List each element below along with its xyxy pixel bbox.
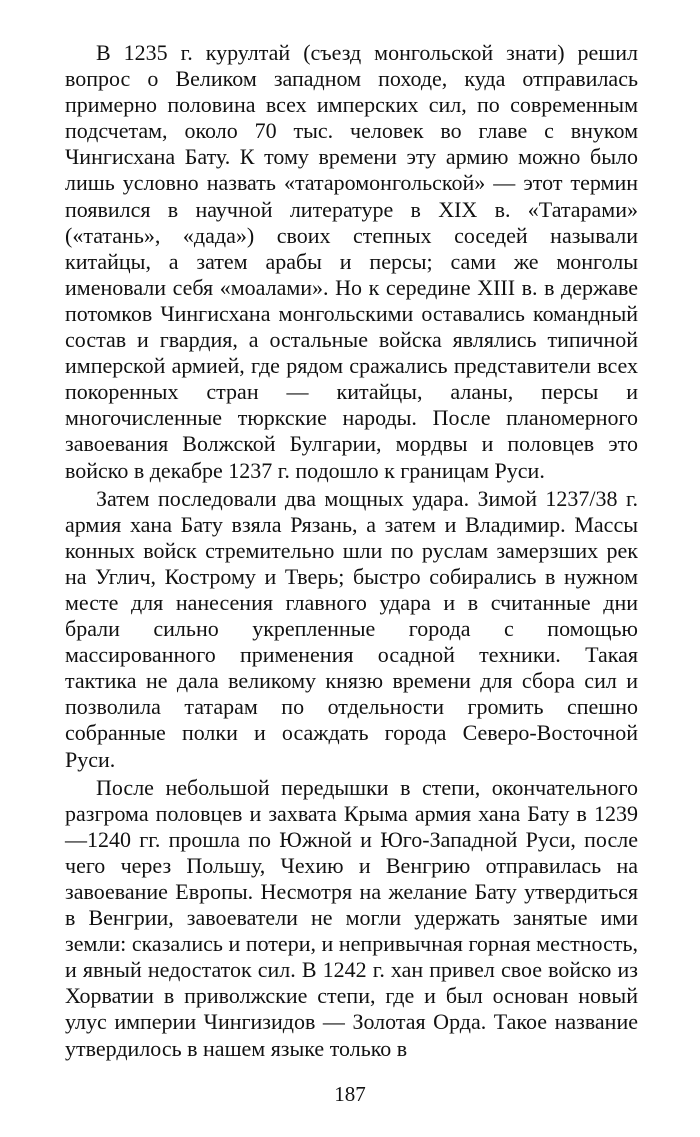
paragraph-1: В 1235 г. курултай (съезд монгольской знати) решил вопрос о Великом западном походе, куда отправилась примерно половина всех имперских сил, по современным подсчетам, около 70 тыс. человек во главе с внуком Чингисхана Бату. К тому времени эту армию можно было лишь условно назвать «татаромонгольской» — этот термин появился в научной литературе в XIX в. «Татарами» («татань», «дада») своих степных соседей называли китайцы, а затем арабы и персы; сами же монголы именовали себя «моалами». Но к середине XIII в. в державе потомков Чингисхана монгольскими оставались командный состав и гвардия, а остальные войска являлись типичной имперской армией, где рядом сражались представители всех покоренных стран — китайцы, аланы, персы и многочисленные тюркские народы. После планомерного завоевания Волжской Булгарии, мордвы и половцев это войско в декабре 1237 г. подошло к границам Руси. [65, 40, 638, 483]
page-body [65, 40, 638, 1100]
paragraph-2: Затем последовали два мощных удара. Зимой 1237/38 г. армия хана Бату взяла Рязань, а затем и Владимир. Массы конных войск стремительно шли по руслам замерзших рек на Углич, Кострому и Тверь; быстро собирались в нужном месте для нанесения главного удара и в считанные дни брали сильно укрепленные города с помощью массированного применения осадной техники. Такая тактика не дала великому князю времени для сбора сил и позволила татарам по отдельности громить спешно собранные полки и осаждать города Северо-Восточной Руси. [65, 485, 638, 772]
paragraph-3: После небольшой передышки в степи, окончательного разгрома половцев и захвата Крыма армия хана Бату в 1239—1240 гг. прошла по Южной и Юго-Западной Руси, после чего через Польшу, Чехию и Венгрию отправилась на завоевание Европы. Несмотря на желание Бату утвердиться в Венгрии, завоеватели не могли удержать занятые ими земли: сказались и потери, и непривычная горная местность, и явный недостаток сил. В 1242 г. хан привел свое войско из Хорватии в приволжские степи, где и был основан новый улус империи Чингизидов — Золотая Орда. Такое название утвердилось в нашем языке только в [65, 774, 638, 1061]
page-number: 187 [334, 1082, 366, 1106]
